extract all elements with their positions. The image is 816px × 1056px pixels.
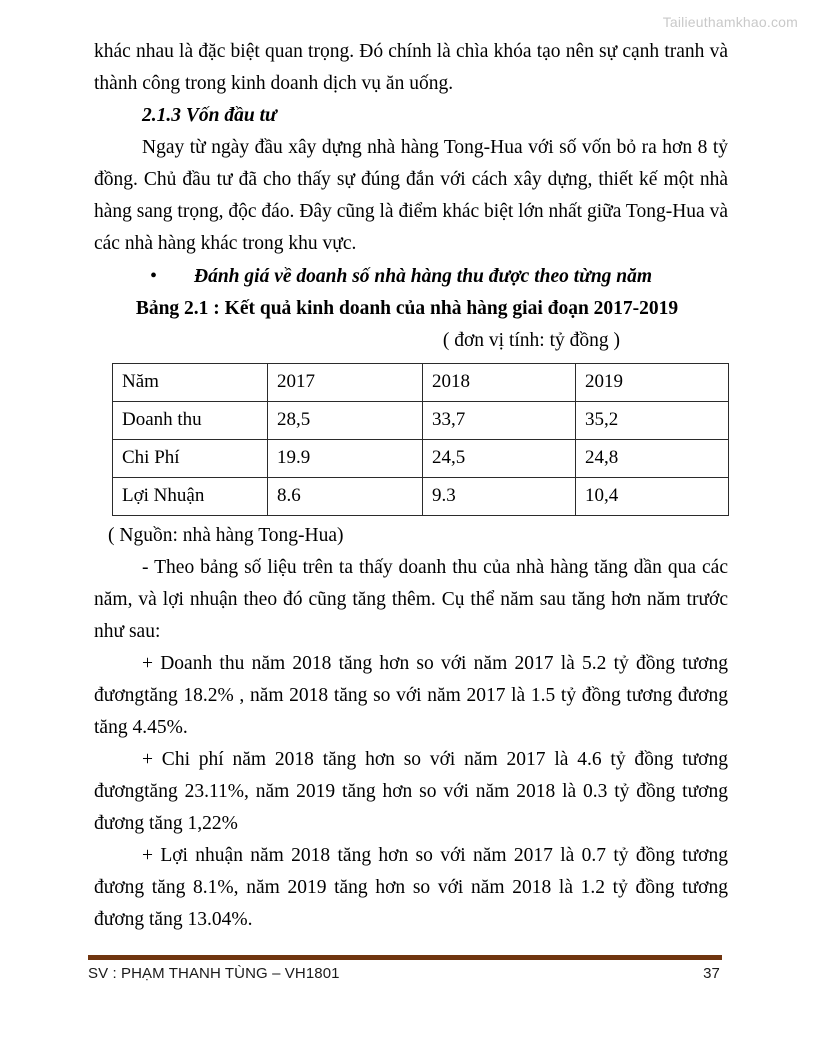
business-results-table xyxy=(112,363,729,516)
table-cell: Lợi Nhuận xyxy=(113,478,268,516)
watermark-text: Tailieuthamkhao.com xyxy=(662,14,798,30)
table-source-note: ( Nguồn: nhà hàng Tong-Hua) xyxy=(108,525,344,546)
paragraph-cost-growth xyxy=(94,744,728,840)
table-cell: Doanh thu xyxy=(113,402,268,440)
table-cell: 2017 xyxy=(268,364,423,402)
table-container xyxy=(112,363,728,516)
table-cell: 2019 xyxy=(576,364,729,402)
paragraph-analysis-text: - Theo bảng số liệu trên ta thấy doanh thu của nhà hàng tăng dần qua các năm, và lợi nhuận theo đó cũng tăng thêm. Cụ thể năm sau tăng hơn năm trước như sau: xyxy=(94,557,728,642)
paragraph-capital xyxy=(94,132,728,260)
paragraph-profit-growth xyxy=(94,840,728,936)
heading-2-1-3: 2.1.3 Vốn đầu tư xyxy=(142,105,277,126)
table-row xyxy=(113,402,729,440)
document-body xyxy=(94,36,728,936)
table-cell: 10,4 xyxy=(576,478,729,516)
footer-page-number: 37 xyxy=(703,965,720,982)
table-cell: 19.9 xyxy=(268,440,423,478)
paragraph-revenue-growth-text: + Doanh thu năm 2018 tăng hơn so với năm 2017 là 5.2 tỷ đồng tương đươngtăng 18.2% , năm 2018 tăng so với năm 2017 là 1.5 tỷ đồng tương đương tăng 4.45%. xyxy=(94,653,728,738)
table-row xyxy=(113,440,729,478)
table-cell: 35,2 xyxy=(576,402,729,440)
table-cell: 24,5 xyxy=(423,440,576,478)
table-cell: 9.3 xyxy=(423,478,576,516)
footer-content xyxy=(88,965,722,982)
paragraph-continuation xyxy=(94,36,728,100)
table-row xyxy=(113,364,729,402)
table-cell: Năm xyxy=(113,364,268,402)
table-caption: Bảng 2.1 : Kết quả kinh doanh của nhà hàng giai đoạn 2017-2019 xyxy=(135,298,679,319)
footer-author: SV : PHẠM THANH TÙNG – VH1801 xyxy=(88,965,340,982)
bullet-evaluation xyxy=(94,260,728,293)
paragraph-capital-text: Ngay từ ngày đầu xây dựng nhà hàng Tong-Hua với số vốn bỏ ra hơn 8 tỷ đồng. Chủ đầu tư đã cho thấy sự đúng đắn với cách xây dựng, thiết kế một nhà hàng sang trọng, độc đáo. Đây cũng là điểm khác biệt lớn nhất giữa Tong-Hua và các nhà hàng khác trong khu vực. xyxy=(94,137,728,254)
table-cell: 28,5 xyxy=(268,402,423,440)
paragraph-analysis xyxy=(94,552,728,648)
table-row xyxy=(113,478,729,516)
page-footer xyxy=(88,955,722,982)
bullet-evaluation-text: Đánh giá về doanh số nhà hàng thu được theo từng năm xyxy=(194,266,653,287)
paragraph-continuation-text: khác nhau là đặc biệt quan trọng. Đó chính là chìa khóa tạo nên sự cạnh tranh và thành công trong kinh doanh dịch vụ ăn uống. xyxy=(94,41,728,94)
table-cell: 33,7 xyxy=(423,402,576,440)
table-cell: 2018 xyxy=(423,364,576,402)
paragraph-profit-growth-text: + Lợi nhuận năm 2018 tăng hơn so với năm 2017 là 0.7 tỷ đồng tương đương tăng 8.1%, năm 2019 tăng hơn so với năm 2018 là 1.2 tỷ đồng tương đương tăng 13.04%. xyxy=(94,845,728,930)
footer-divider xyxy=(88,955,722,960)
table-cell: Chi Phí xyxy=(113,440,268,478)
bullet-dot-icon: • xyxy=(150,265,158,287)
table-cell: 24,8 xyxy=(576,440,729,478)
paragraph-cost-growth-text: + Chi phí năm 2018 tăng hơn so với năm 2017 là 4.6 tỷ đồng tương đươngtăng 23.11%, năm 2019 tăng hơn so với năm 2018 là 0.3 tỷ đồng tương đương tăng 1,22% xyxy=(94,749,728,834)
table-cell: 8.6 xyxy=(268,478,423,516)
table-unit-note: ( đơn vị tính: tỷ đồng ) xyxy=(442,330,620,351)
paragraph-revenue-growth xyxy=(94,648,728,744)
